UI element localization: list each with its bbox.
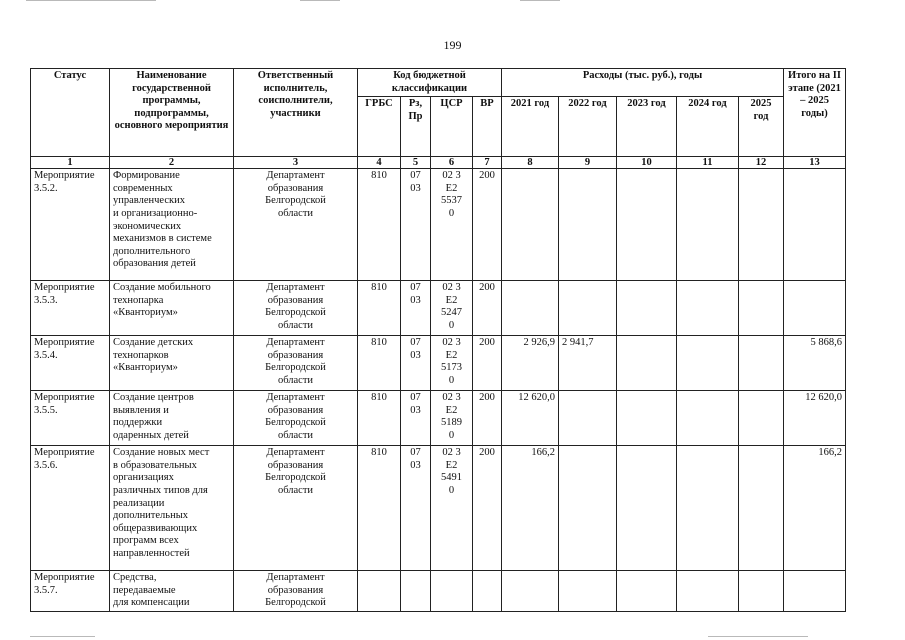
column-number: 5 — [401, 157, 431, 169]
row-y2022 — [559, 169, 617, 281]
row-status: Мероприятие 3.5.6. — [31, 446, 110, 571]
row-rzpr: 07 03 — [401, 336, 431, 391]
column-number: 12 — [739, 157, 784, 169]
table-row — [31, 281, 846, 336]
row-total — [784, 571, 846, 612]
row-y2021: 12 620,0 — [502, 391, 559, 446]
row-y2025 — [739, 446, 784, 571]
row-status: Мероприятие 3.5.5. — [31, 391, 110, 446]
row-y2021 — [502, 281, 559, 336]
row-responsible: Департамент образования Белгородской области — [234, 169, 358, 281]
row-vr — [473, 571, 502, 612]
row-rzpr: 07 03 — [401, 391, 431, 446]
row-grbs: 810 — [358, 169, 401, 281]
header-year-2024: 2024 год — [677, 97, 739, 157]
row-grbs: 810 — [358, 391, 401, 446]
row-y2024 — [677, 446, 739, 571]
header-vr: ВР — [473, 97, 502, 157]
row-grbs — [358, 571, 401, 612]
scan-edge-line — [520, 0, 560, 1]
row-y2023 — [617, 391, 677, 446]
row-y2025 — [739, 571, 784, 612]
row-name: Создание центров выявления и поддержки одаренных детей — [110, 391, 234, 446]
table-row — [31, 571, 846, 612]
row-vr: 200 — [473, 446, 502, 571]
row-y2023 — [617, 169, 677, 281]
row-y2025 — [739, 336, 784, 391]
row-csr: 02 3 E2 5537 0 — [431, 169, 473, 281]
row-total: 166,2 — [784, 446, 846, 571]
row-name: Создание детских технопарков «Кванториум» — [110, 336, 234, 391]
table-row — [31, 391, 846, 446]
header-budget-code: Код бюджетной классификации — [358, 69, 502, 97]
header-program-name: Наименование государственной программы, подпрограммы, основного мероприятия — [110, 69, 234, 157]
row-responsible: Департамент образования Белгородской области — [234, 336, 358, 391]
column-number: 8 — [502, 157, 559, 169]
row-vr: 200 — [473, 281, 502, 336]
row-y2022 — [559, 281, 617, 336]
row-name: Создание мобильного технопарка «Кванториум» — [110, 281, 234, 336]
budget-expenses-table — [30, 68, 846, 612]
row-y2022 — [559, 571, 617, 612]
column-number: 4 — [358, 157, 401, 169]
row-name: Средства, передаваемые для компенсации — [110, 571, 234, 612]
row-total — [784, 169, 846, 281]
scan-edge-line — [708, 636, 808, 637]
row-total: 5 868,6 — [784, 336, 846, 391]
table-row — [31, 169, 846, 281]
row-y2022 — [559, 446, 617, 571]
row-responsible: Департамент образования Белгородской области — [234, 391, 358, 446]
table-row — [31, 446, 846, 571]
row-grbs: 810 — [358, 446, 401, 571]
row-y2022: 2 941,7 — [559, 336, 617, 391]
header-responsible: Ответственный исполнитель, соисполнители, участники — [234, 69, 358, 157]
row-vr: 200 — [473, 391, 502, 446]
row-status: Мероприятие 3.5.7. — [31, 571, 110, 612]
header-year-2025: 2025 год — [739, 97, 784, 157]
row-y2025 — [739, 391, 784, 446]
column-number: 9 — [559, 157, 617, 169]
header-total: Итого на II этапе (2021 – 2025 годы) — [784, 69, 846, 157]
row-status: Мероприятие 3.5.3. — [31, 281, 110, 336]
header-rzpr: Рз, Пр — [401, 97, 431, 157]
row-y2021: 2 926,9 — [502, 336, 559, 391]
column-number: 1 — [31, 157, 110, 169]
page-number: 199 — [443, 38, 462, 52]
row-csr: 02 3 E2 5491 0 — [431, 446, 473, 571]
row-rzpr: 07 03 — [401, 281, 431, 336]
header-csr: ЦСР — [431, 97, 473, 157]
row-total: 12 620,0 — [784, 391, 846, 446]
header-grbs: ГРБС — [358, 97, 401, 157]
row-y2021 — [502, 169, 559, 281]
row-y2024 — [677, 281, 739, 336]
header-year-2023: 2023 год — [617, 97, 677, 157]
row-y2021: 166,2 — [502, 446, 559, 571]
row-csr: 02 3 E2 5173 0 — [431, 336, 473, 391]
column-number: 7 — [473, 157, 502, 169]
row-status: Мероприятие 3.5.2. — [31, 169, 110, 281]
row-y2021 — [502, 571, 559, 612]
row-vr: 200 — [473, 169, 502, 281]
column-number: 11 — [677, 157, 739, 169]
row-grbs: 810 — [358, 281, 401, 336]
row-csr — [431, 571, 473, 612]
row-total — [784, 281, 846, 336]
row-y2025 — [739, 281, 784, 336]
column-number: 13 — [784, 157, 846, 169]
column-number: 10 — [617, 157, 677, 169]
header-expenses: Расходы (тыс. руб.), годы — [502, 69, 784, 97]
row-y2024 — [677, 571, 739, 612]
row-y2023 — [617, 281, 677, 336]
row-y2025 — [739, 169, 784, 281]
row-y2024 — [677, 391, 739, 446]
row-status: Мероприятие 3.5.4. — [31, 336, 110, 391]
row-csr: 02 3 E2 5189 0 — [431, 391, 473, 446]
row-name: Формирование современных управленческих и организационно- экономических механизмов в системе дополнительного образования детей — [110, 169, 234, 281]
row-rzpr: 07 03 — [401, 446, 431, 571]
column-number: 3 — [234, 157, 358, 169]
row-y2023 — [617, 571, 677, 612]
row-responsible: Департамент образования Белгородской области — [234, 281, 358, 336]
row-rzpr — [401, 571, 431, 612]
scan-edge-line — [300, 0, 340, 1]
row-csr: 02 3 E2 5247 0 — [431, 281, 473, 336]
row-responsible: Департамент образования Белгородской — [234, 571, 358, 612]
row-vr: 200 — [473, 336, 502, 391]
table-row — [31, 336, 846, 391]
column-number: 6 — [431, 157, 473, 169]
row-grbs: 810 — [358, 336, 401, 391]
row-responsible: Департамент образования Белгородской области — [234, 446, 358, 571]
row-rzpr: 07 03 — [401, 169, 431, 281]
header-year-2021: 2021 год — [502, 97, 559, 157]
row-y2024 — [677, 336, 739, 391]
row-name: Создание новых мест в образовательных организациях различных типов для реализации дополнительных общеразвивающих программ всех направленностей — [110, 446, 234, 571]
scan-edge-line — [26, 0, 156, 1]
header-year-2022: 2022 год — [559, 97, 617, 157]
row-y2022 — [559, 391, 617, 446]
row-y2024 — [677, 169, 739, 281]
scan-edge-line — [30, 636, 95, 637]
row-y2023 — [617, 336, 677, 391]
header-status: Статус — [31, 69, 110, 157]
row-y2023 — [617, 446, 677, 571]
column-number: 2 — [110, 157, 234, 169]
